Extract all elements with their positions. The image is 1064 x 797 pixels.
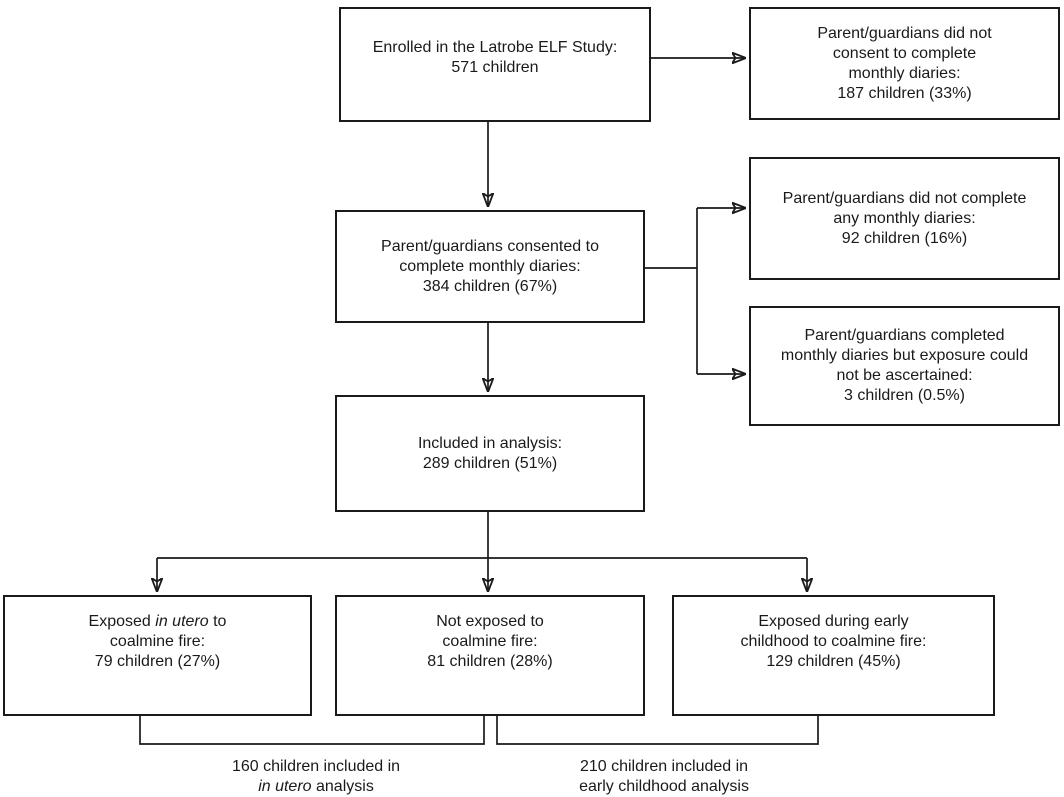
box-line: Parent/guardians did not — [817, 24, 992, 42]
text-segment: analysis — [311, 778, 374, 795]
box-exposed-early-childhood — [672, 595, 995, 716]
text-segment-italic: in utero — [258, 778, 312, 795]
box-line: Included in analysis: — [417, 434, 563, 452]
box-line: Parent/guardians completed — [804, 327, 1005, 344]
box-line: coalmine fire: — [109, 632, 206, 650]
box-line: complete monthly diaries: — [399, 257, 581, 275]
box-line: 289 children (51%) — [422, 454, 558, 472]
box-line: 81 children (28%) — [427, 652, 553, 670]
bracket-early-childhood-analysis — [497, 716, 818, 744]
box-line: 384 children (67%) — [422, 277, 558, 295]
box-line: 3 children (0.5%) — [844, 387, 965, 404]
box-line: monthly diaries but exposure could — [780, 347, 1029, 364]
box-line: Parent/guardians did not complete — [782, 189, 1027, 207]
box-line: 92 children (16%) — [841, 229, 968, 247]
box-line: Parent/guardians consented to — [381, 237, 599, 255]
text-segment-italic: in utero — [155, 612, 209, 630]
text-segment: Exposed — [88, 612, 156, 630]
box-line: childhood to coalmine fire: — [740, 632, 927, 650]
box-line — [89, 612, 227, 632]
box-exposed-in-utero — [3, 595, 312, 716]
box-not-exposed — [335, 595, 645, 716]
box-no-diaries — [749, 157, 1060, 280]
box-line: any monthly diaries: — [833, 209, 976, 227]
box-line: 79 children (27%) — [94, 652, 221, 670]
label-line: 210 children included in — [579, 758, 749, 775]
box-no-consent — [749, 7, 1060, 120]
text-segment: to — [208, 612, 227, 630]
label-early-childhood-analysis — [504, 757, 824, 797]
label-line — [156, 777, 476, 797]
box-line: 571 children — [451, 58, 539, 76]
box-included-in-analysis — [335, 395, 645, 512]
label-line: 160 children included in — [231, 758, 401, 775]
box-line: 129 children (45%) — [766, 652, 901, 670]
box-line: Exposed during early — [758, 612, 909, 630]
box-line: 187 children (33%) — [837, 84, 972, 102]
box-line: coalmine fire: — [442, 632, 538, 650]
box-enrolled — [339, 7, 651, 122]
box-line: not be ascertained: — [836, 367, 973, 384]
label-line: early childhood analysis — [579, 778, 749, 795]
box-line: monthly diaries: — [848, 64, 961, 82]
box-exposure-unascertained — [749, 306, 1060, 426]
box-consented — [335, 210, 645, 323]
box-line: consent to complete — [832, 44, 977, 62]
label-in-utero-analysis — [156, 757, 476, 797]
box-line: Not exposed to — [436, 612, 544, 630]
box-line: Enrolled in the Latrobe ELF Study: — [372, 38, 618, 56]
bracket-in-utero-analysis — [140, 716, 484, 744]
connector-consented-branch-spine — [645, 208, 697, 374]
